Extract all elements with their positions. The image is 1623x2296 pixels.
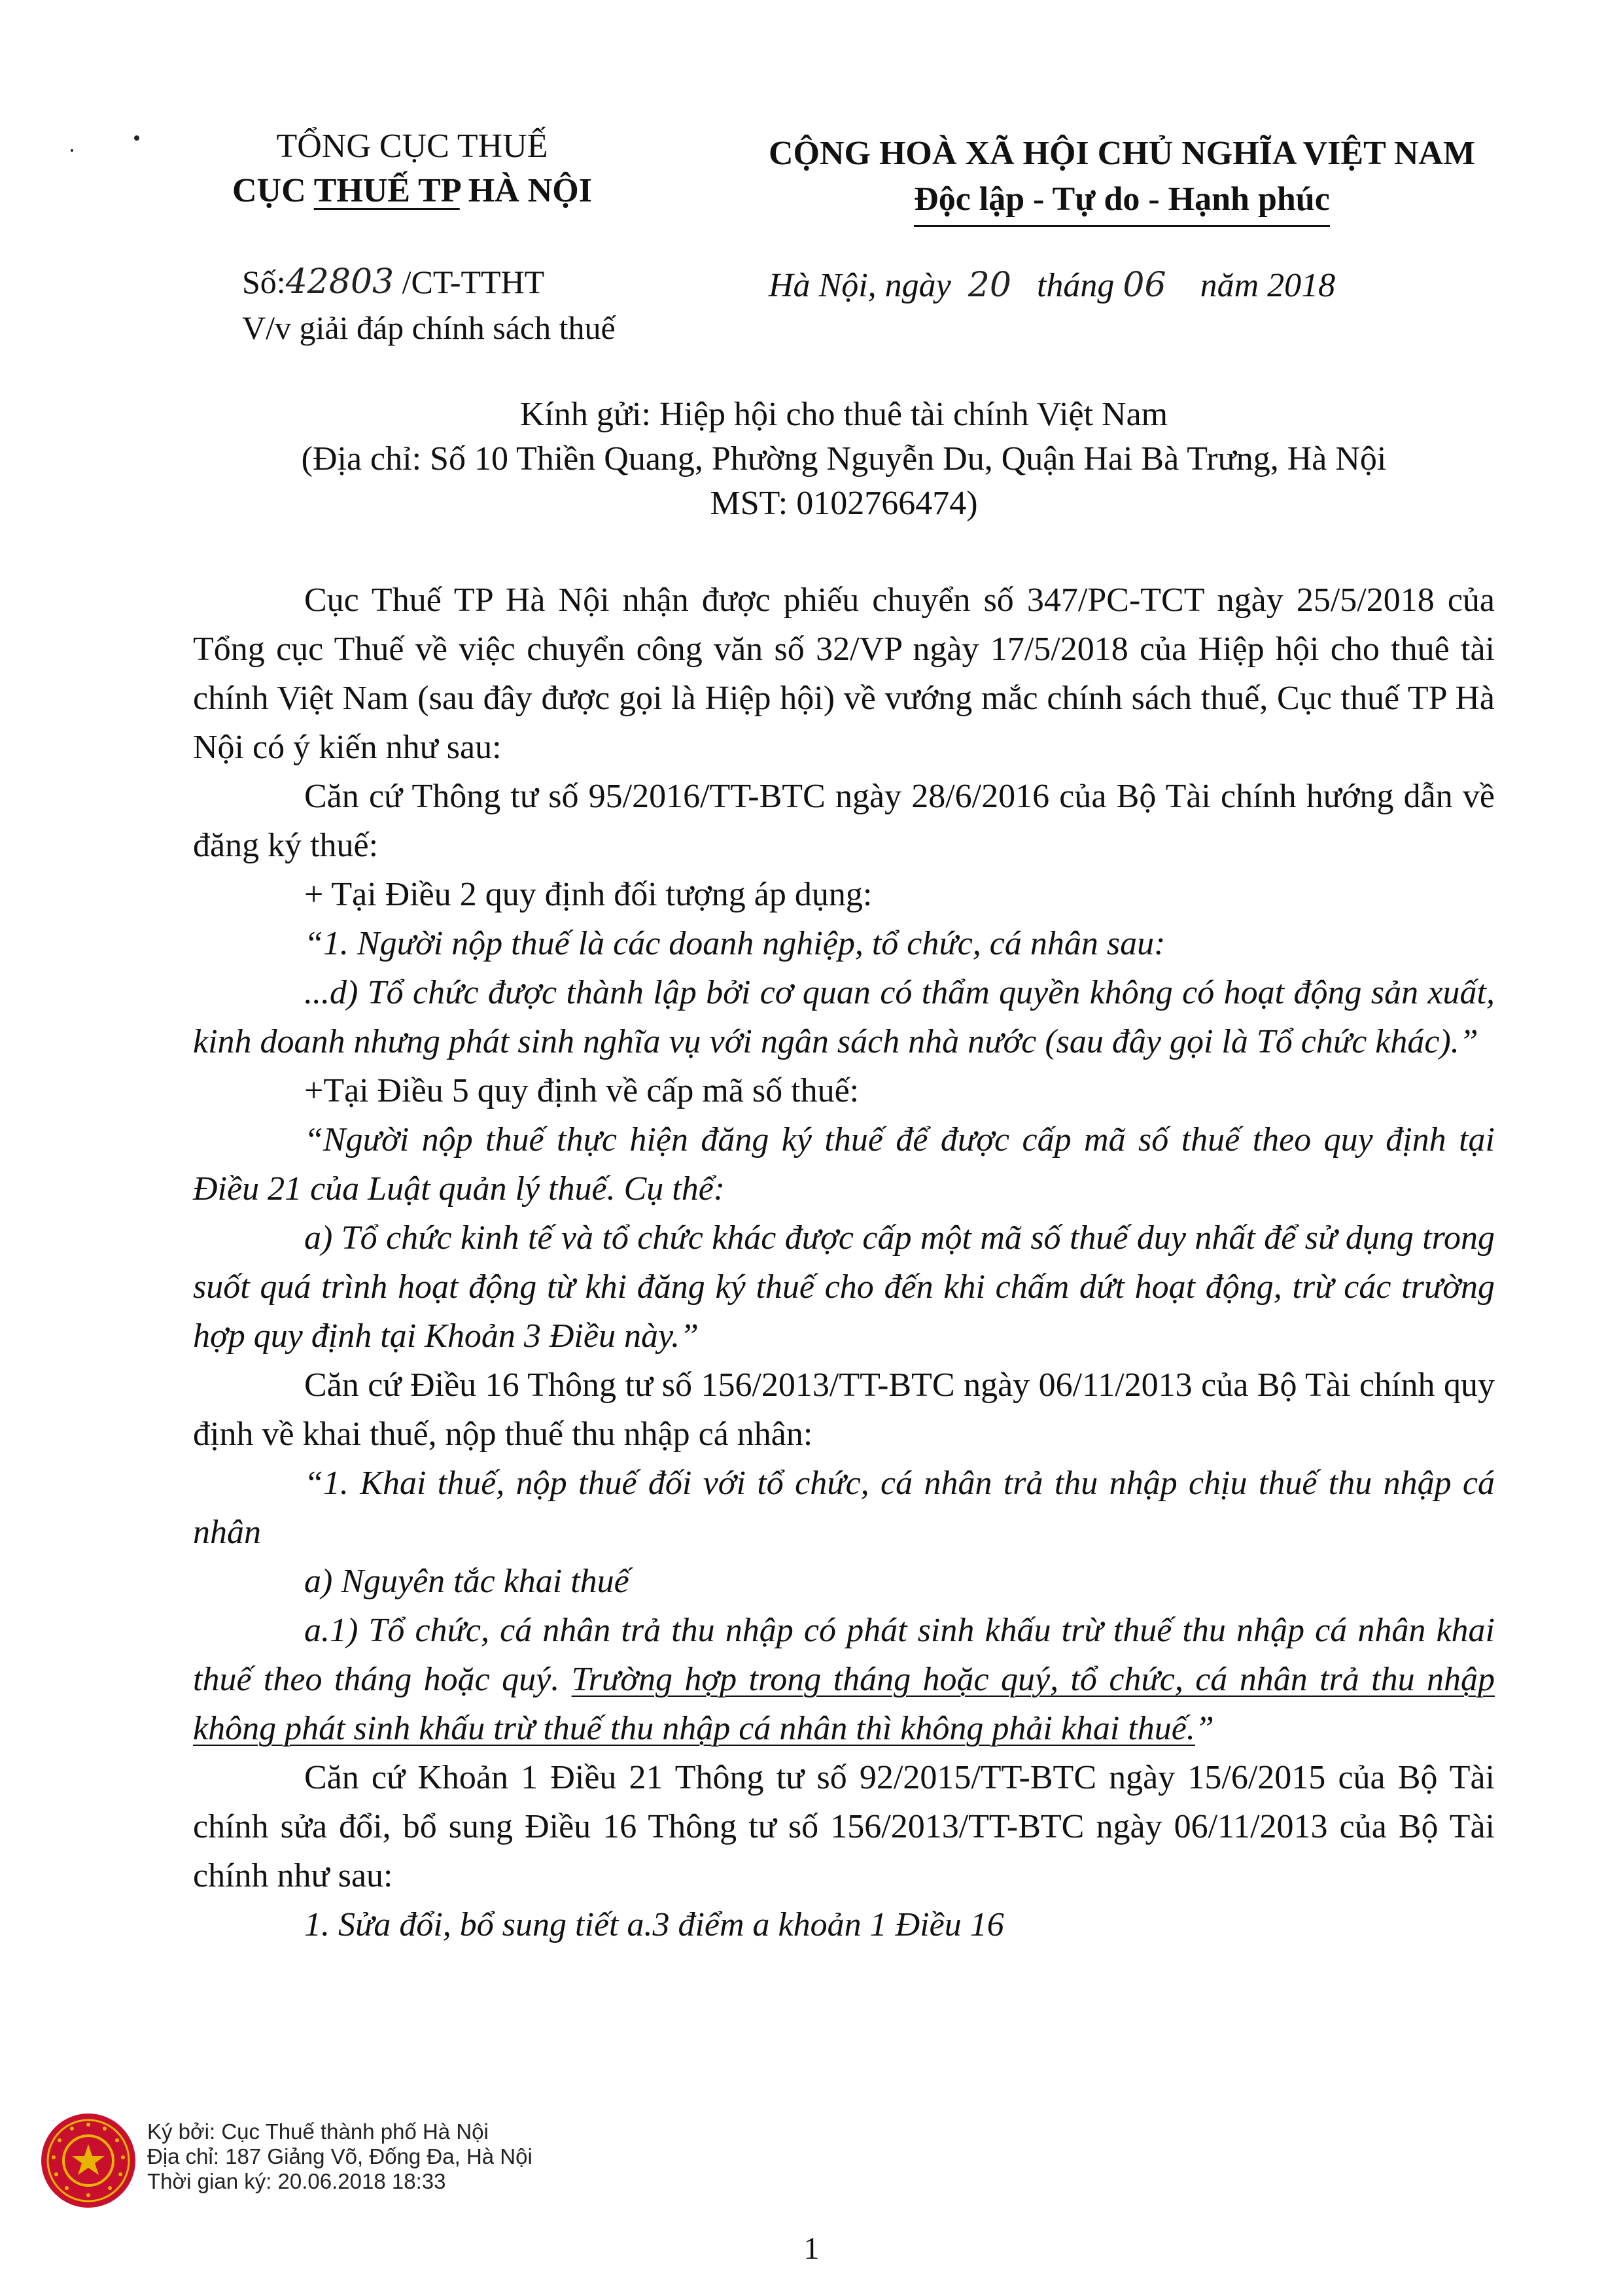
addressee-address: (Địa chỉ: Số 10 Thiền Quang, Phường Nguyễn Du, Quận Hai Bà Trưng, Hà Nội [301,440,1387,478]
agency-header [164,124,661,213]
quoted-paragraph: a) Nguyên tắc khai thuế [304,1563,629,1600]
letter-body [193,576,1495,1949]
agency-parent: TỔNG CỤC THUẾ [276,128,548,165]
quoted-paragraph: 1. Sửa đổi, bổ sung tiết a.3 điểm a khoản 1 Điều 16 [304,1906,1004,1943]
document-number: Số:42803 /CT-TTHT [242,262,545,302]
handwritten-number: 42803 [285,262,394,302]
signing-time: Thời gian ký: 20.06.2018 18:33 [147,2169,446,2193]
digital-signature-info [147,2119,532,2194]
paragraph: +Tại Điều 5 quy định về cấp mã số thuế: [304,1072,860,1109]
signer-address: Địa chỉ: 187 Giảng Võ, Đống Đa, Hà Nội [147,2144,532,2168]
nation-title: CỘNG HOÀ XÃ HỘI CHỦ NGHĨA VIỆT NAM [768,135,1476,172]
signed-by: Ký bởi: Cục Thuế thành phố Hà Nội [147,2119,489,2144]
official-seal-icon [39,2112,137,2213]
quoted-paragraph: “1. Khai thuế, nộp thuế đối với tổ chức, cá nhân trả thu nhập chịu thuế thu nhập cá nhân [193,1465,1495,1551]
paragraph: Cục Thuế TP Hà Nội nhận được phiếu chuyển số 347/PC-TCT ngày 25/5/2018 của Tổng cục Thuế về việc chuyển công văn số 32/VP ngày 17/5/2018 của Hiệp hội cho thuê tài chính Việt Nam (sau đây được gọi là Hiệp hội) về vướng mắc chính sách thuế, Cục thuế TP Hà Nội có ý kiến như sau: [193,582,1495,766]
paragraph: Căn cứ Thông tư số 95/2016/TT-BTC ngày 28/6/2016 của Bộ Tài chính hướng dẫn về đăng ký thuế: [193,778,1495,864]
addressee-line: Kính gửi: Hiệp hội cho thuê tài chính Việt Nam [519,396,1168,433]
quoted-paragraph: a.1) Tổ chức, cá nhân trả thu nhập có phát sinh khấu trừ thuế thu nhập cá nhân khai thuế theo tháng hoặc quý. Trường hợp trong tháng hoặc quý, tổ chức, cá nhân trả thu nhập không phát sinh khấu trừ thuế thu nhập cá nhân thì không phải khai thuế.” [193,1612,1495,1747]
handwritten-day: 20 [968,266,1011,305]
handwritten-month: 06 [1123,266,1166,305]
seal-graphic [39,2112,137,2210]
paragraph: Căn cứ Khoản 1 Điều 21 Thông tư số 92/2015/TT-BTC ngày 15/6/2015 của Bộ Tài chính sửa đổi, bổ sung Điều 16 Thông tư số 156/2013/TT-BTC ngày 06/11/2013 của Bộ Tài chính như sau: [193,1759,1495,1894]
quoted-paragraph: ...d) Tổ chức được thành lập bởi cơ quan có thẩm quyền không có hoạt động sản xuất, kinh doanh nhưng phát sinh nghĩa vụ với ngân sách nhà nước (sau đây gọi là Tổ chức khác).” [193,974,1495,1060]
national-header [720,131,1524,227]
quoted-paragraph: “Người nộp thuế thực hiện đăng ký thuế để được cấp mã số thuế theo quy định tại Điều 21 của Luật quản lý thuế. Cụ thể: [193,1121,1495,1208]
scan-speck [71,149,73,152]
addressee-taxcode: MST: 0102766474) [710,485,978,522]
underlined-text: Trường hợp trong tháng hoặc quý, tổ chức, cá nhân trả thu nhập không phát sinh khấu trừ thuế thu nhập cá nhân thì không phải khai thuế. [193,1661,1495,1747]
addressee-block [196,392,1492,526]
date-line: Hà Nội, ngày 20 tháng 06 năm 2018 [769,266,1336,305]
agency-name: CỤC THUẾ TP HÀ NỘI [232,172,592,209]
quoted-paragraph: a) Tổ chức kinh tế và tổ chức khác được cấp một mã số thuế duy nhất để sử dụng trong suốt quá trình hoạt động từ khi đăng ký thuế cho đến khi chấm dứt hoạt động, trừ các trường hợp quy định tại Khoản 3 Điều này.” [193,1219,1495,1355]
quoted-paragraph: “1. Người nộp thuế là các doanh nghiệp, tổ chức, cá nhân sau: [304,925,1166,962]
paragraph: + Tại Điều 2 quy định đối tượng áp dụng: [304,876,873,913]
page-number: 1 [803,2231,820,2266]
national-motto: Độc lập - Tự do - Hạnh phúc [914,177,1330,227]
paragraph: Căn cứ Điều 16 Thông tư số 156/2013/TT-BTC ngày 06/11/2013 của Bộ Tài chính quy định về khai thuế, nộp thuế thu nhập cá nhân: [193,1366,1495,1453]
document-subject: V/v giải đáp chính sách thuế [242,309,616,346]
scan-speck [134,135,139,141]
